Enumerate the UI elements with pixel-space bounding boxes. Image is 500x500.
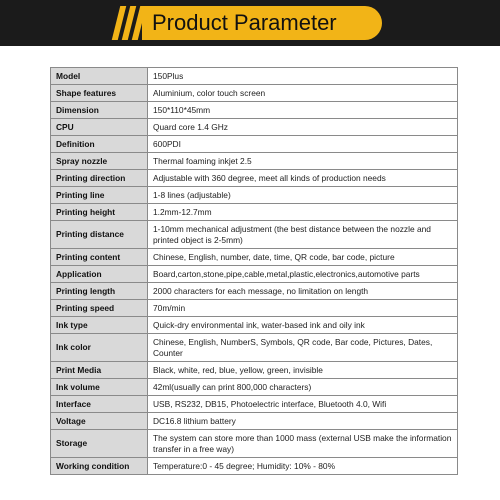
spec-label: CPU: [51, 119, 148, 136]
table-row: [51, 283, 458, 300]
table-row: [51, 396, 458, 413]
table-row: [51, 317, 458, 334]
spec-label: Ink type: [51, 317, 148, 334]
spec-value: DC16.8 lithium battery: [148, 413, 458, 430]
table-row: [51, 430, 458, 458]
spec-value: Quick-dry environmental ink, water-based ink and oily ink: [148, 317, 458, 334]
spec-value: Quard core 1.4 GHz: [148, 119, 458, 136]
spec-label: Printing height: [51, 204, 148, 221]
table-row: [51, 136, 458, 153]
spec-label: Interface: [51, 396, 148, 413]
spec-value: 42ml(usually can print 800,000 characters): [148, 379, 458, 396]
spec-label: Printing line: [51, 187, 148, 204]
table-row: [51, 266, 458, 283]
spec-value: 150Plus: [148, 68, 458, 85]
spec-label: Ink color: [51, 334, 148, 362]
spec-value: Chinese, English, NumberS, Symbols, QR code, Bar code, Pictures, Dates, Counter: [148, 334, 458, 362]
table-row: [51, 300, 458, 317]
spec-label: Working condition: [51, 458, 148, 475]
spec-value: 150*110*45mm: [148, 102, 458, 119]
spec-label: Definition: [51, 136, 148, 153]
table-row: [51, 379, 458, 396]
table-row: [51, 413, 458, 430]
spec-value: Black, white, red, blue, yellow, green, invisible: [148, 362, 458, 379]
table-row: [51, 102, 458, 119]
spec-label: Printing distance: [51, 221, 148, 249]
spec-label: Printing content: [51, 249, 148, 266]
table-row: [51, 204, 458, 221]
spec-label: Printing direction: [51, 170, 148, 187]
table-row: [51, 119, 458, 136]
table-row: [51, 85, 458, 102]
table-row: [51, 187, 458, 204]
spec-label: Shape features: [51, 85, 148, 102]
spec-label: Spray nozzle: [51, 153, 148, 170]
spec-value: 1-8 lines (adjustable): [148, 187, 458, 204]
spec-value: Chinese, English, number, date, time, QR code, bar code, picture: [148, 249, 458, 266]
spec-value: Adjustable with 360 degree, meet all kinds of production needs: [148, 170, 458, 187]
spec-value: Board,carton,stone,pipe,cable,metal,plastic,electronics,automotive parts: [148, 266, 458, 283]
spec-label: Dimension: [51, 102, 148, 119]
spec-value: 600PDI: [148, 136, 458, 153]
spec-value: Temperature:0 - 45 degree; Humidity: 10% - 80%: [148, 458, 458, 475]
spec-label: Storage: [51, 430, 148, 458]
spec-label: Ink volume: [51, 379, 148, 396]
spec-value: USB, RS232, DB15, Photoelectric interface, Bluetooth 4.0, Wifi: [148, 396, 458, 413]
table-row: [51, 334, 458, 362]
spec-value: 1.2mm-12.7mm: [148, 204, 458, 221]
spec-value: Aluminium, color touch screen: [148, 85, 458, 102]
table-row: [51, 362, 458, 379]
table-row: [51, 170, 458, 187]
spec-value: 70m/min: [148, 300, 458, 317]
spec-label: Printing speed: [51, 300, 148, 317]
spec-value: The system can store more than 1000 mass (external USB make the information transfer in a free way): [148, 430, 458, 458]
table-row: [51, 221, 458, 249]
spec-label: Voltage: [51, 413, 148, 430]
table-row: [51, 68, 458, 85]
spec-label: Model: [51, 68, 148, 85]
page-title: Product Parameter: [152, 10, 337, 35]
title-pill: [142, 6, 382, 40]
spec-value: 1-10mm mechanical adjustment (the best distance between the nozzle and printed object is 2-5mm): [148, 221, 458, 249]
table-row: [51, 153, 458, 170]
spec-table: [50, 67, 458, 475]
spec-label: Printing length: [51, 283, 148, 300]
spec-label: Print Media: [51, 362, 148, 379]
spec-value: Thermal foaming inkjet 2.5: [148, 153, 458, 170]
table-row: [51, 249, 458, 266]
table-row: [51, 458, 458, 475]
spec-label: Application: [51, 266, 148, 283]
spec-value: 2000 characters for each message, no limitation on length: [148, 283, 458, 300]
header-banner: [0, 0, 500, 46]
